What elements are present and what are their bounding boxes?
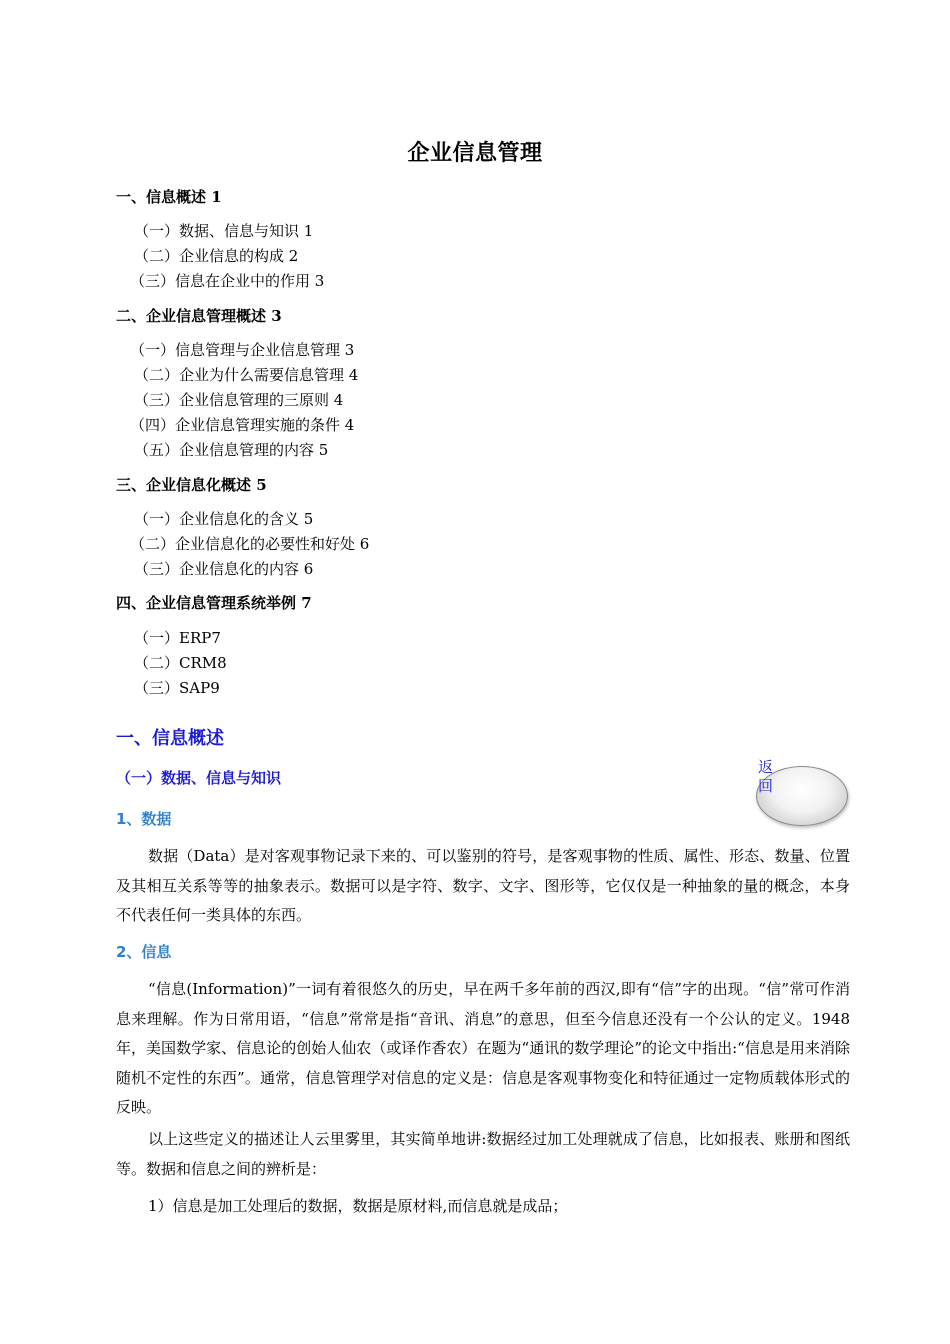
toc-item[interactable]: （一）ERP7 xyxy=(134,629,221,647)
info-heading: 2、信息 xyxy=(116,943,172,961)
toc-item[interactable]: （四）企业信息管理实施的条件 4 xyxy=(130,416,355,434)
list-item: 1）信息是加工处理后的数据，数据是原材料,而信息就是成品； xyxy=(148,1197,568,1215)
page-title: 企业信息管理 xyxy=(407,141,543,166)
back-button-label: 返回 xyxy=(758,758,774,795)
back-button[interactable] xyxy=(756,758,848,826)
data-heading: 1、数据 xyxy=(116,810,172,828)
toc-item[interactable]: （一）信息管理与企业信息管理 3 xyxy=(130,341,355,359)
toc-item[interactable]: （三）SAP9 xyxy=(134,679,220,697)
toc-item[interactable]: （三）企业信息管理的三原则 4 xyxy=(134,391,344,409)
toc-item[interactable]: （三）信息在企业中的作用 3 xyxy=(130,272,325,290)
toc-section-1[interactable]: 一、信息概述 1 xyxy=(116,188,222,206)
toc-item[interactable]: （一）企业信息化的含义 5 xyxy=(134,510,314,528)
subsection-heading: （一）数据、信息与知识 xyxy=(116,769,282,787)
toc-item[interactable]: （二）企业信息化的必要性和好处 6 xyxy=(130,535,370,553)
info-paragraph: “信息(Information)”一词有着很悠久的历史，早在两千多年前的西汉,即有“信”字的出现。“信”常可作消息来理解。作为日常用语，“信息”常常是指“音讯、消息”的意思，但至今信息还没有一个公认的定义。1948年，美国数学家、信息论的创始人仙农（或译作香农）在题为“通讯的数学理论”的论文中指出:“信息是用来消除随机不定性的东西”。通常，信息管理学对信息的定义是：信息是客观事物变化和特征通过一定物质载体形式的反映。 xyxy=(116,980,850,1116)
toc-section-2[interactable]: 二、企业信息管理概述 3 xyxy=(116,307,282,325)
data-paragraph: 数据（Data）是对客观事物记录下来的、可以鉴别的符号，是客观事物的性质、属性、形态、数量、位置及其相互关系等等的抽象表示。数据可以是字符、数字、文字、图形等，它仅仅是一种抽象的量的概念，本身不代表任何一类具体的东西。 xyxy=(116,847,850,924)
toc-item[interactable]: （一）数据、信息与知识 1 xyxy=(134,222,314,240)
toc-section-4[interactable]: 四、企业信息管理系统举例 7 xyxy=(116,594,312,612)
toc-item[interactable]: （三）企业信息化的内容 6 xyxy=(134,560,314,578)
toc-item[interactable]: （五）企业信息管理的内容 5 xyxy=(134,441,329,459)
toc-section-3[interactable]: 三、企业信息化概述 5 xyxy=(116,476,267,494)
toc-item[interactable]: （二）企业为什么需要信息管理 4 xyxy=(134,366,359,384)
section-heading: 一、信息概述 xyxy=(116,728,224,749)
toc-item[interactable]: （二）CRM8 xyxy=(134,654,227,672)
toc-item[interactable]: （二）企业信息的构成 2 xyxy=(134,247,299,265)
info-paragraph-2: 以上这些定义的描述让人云里雾里，其实简单地讲:数据经过加工处理就成了信息，比如报表、账册和图纸等。数据和信息之间的辨析是： xyxy=(116,1130,850,1178)
